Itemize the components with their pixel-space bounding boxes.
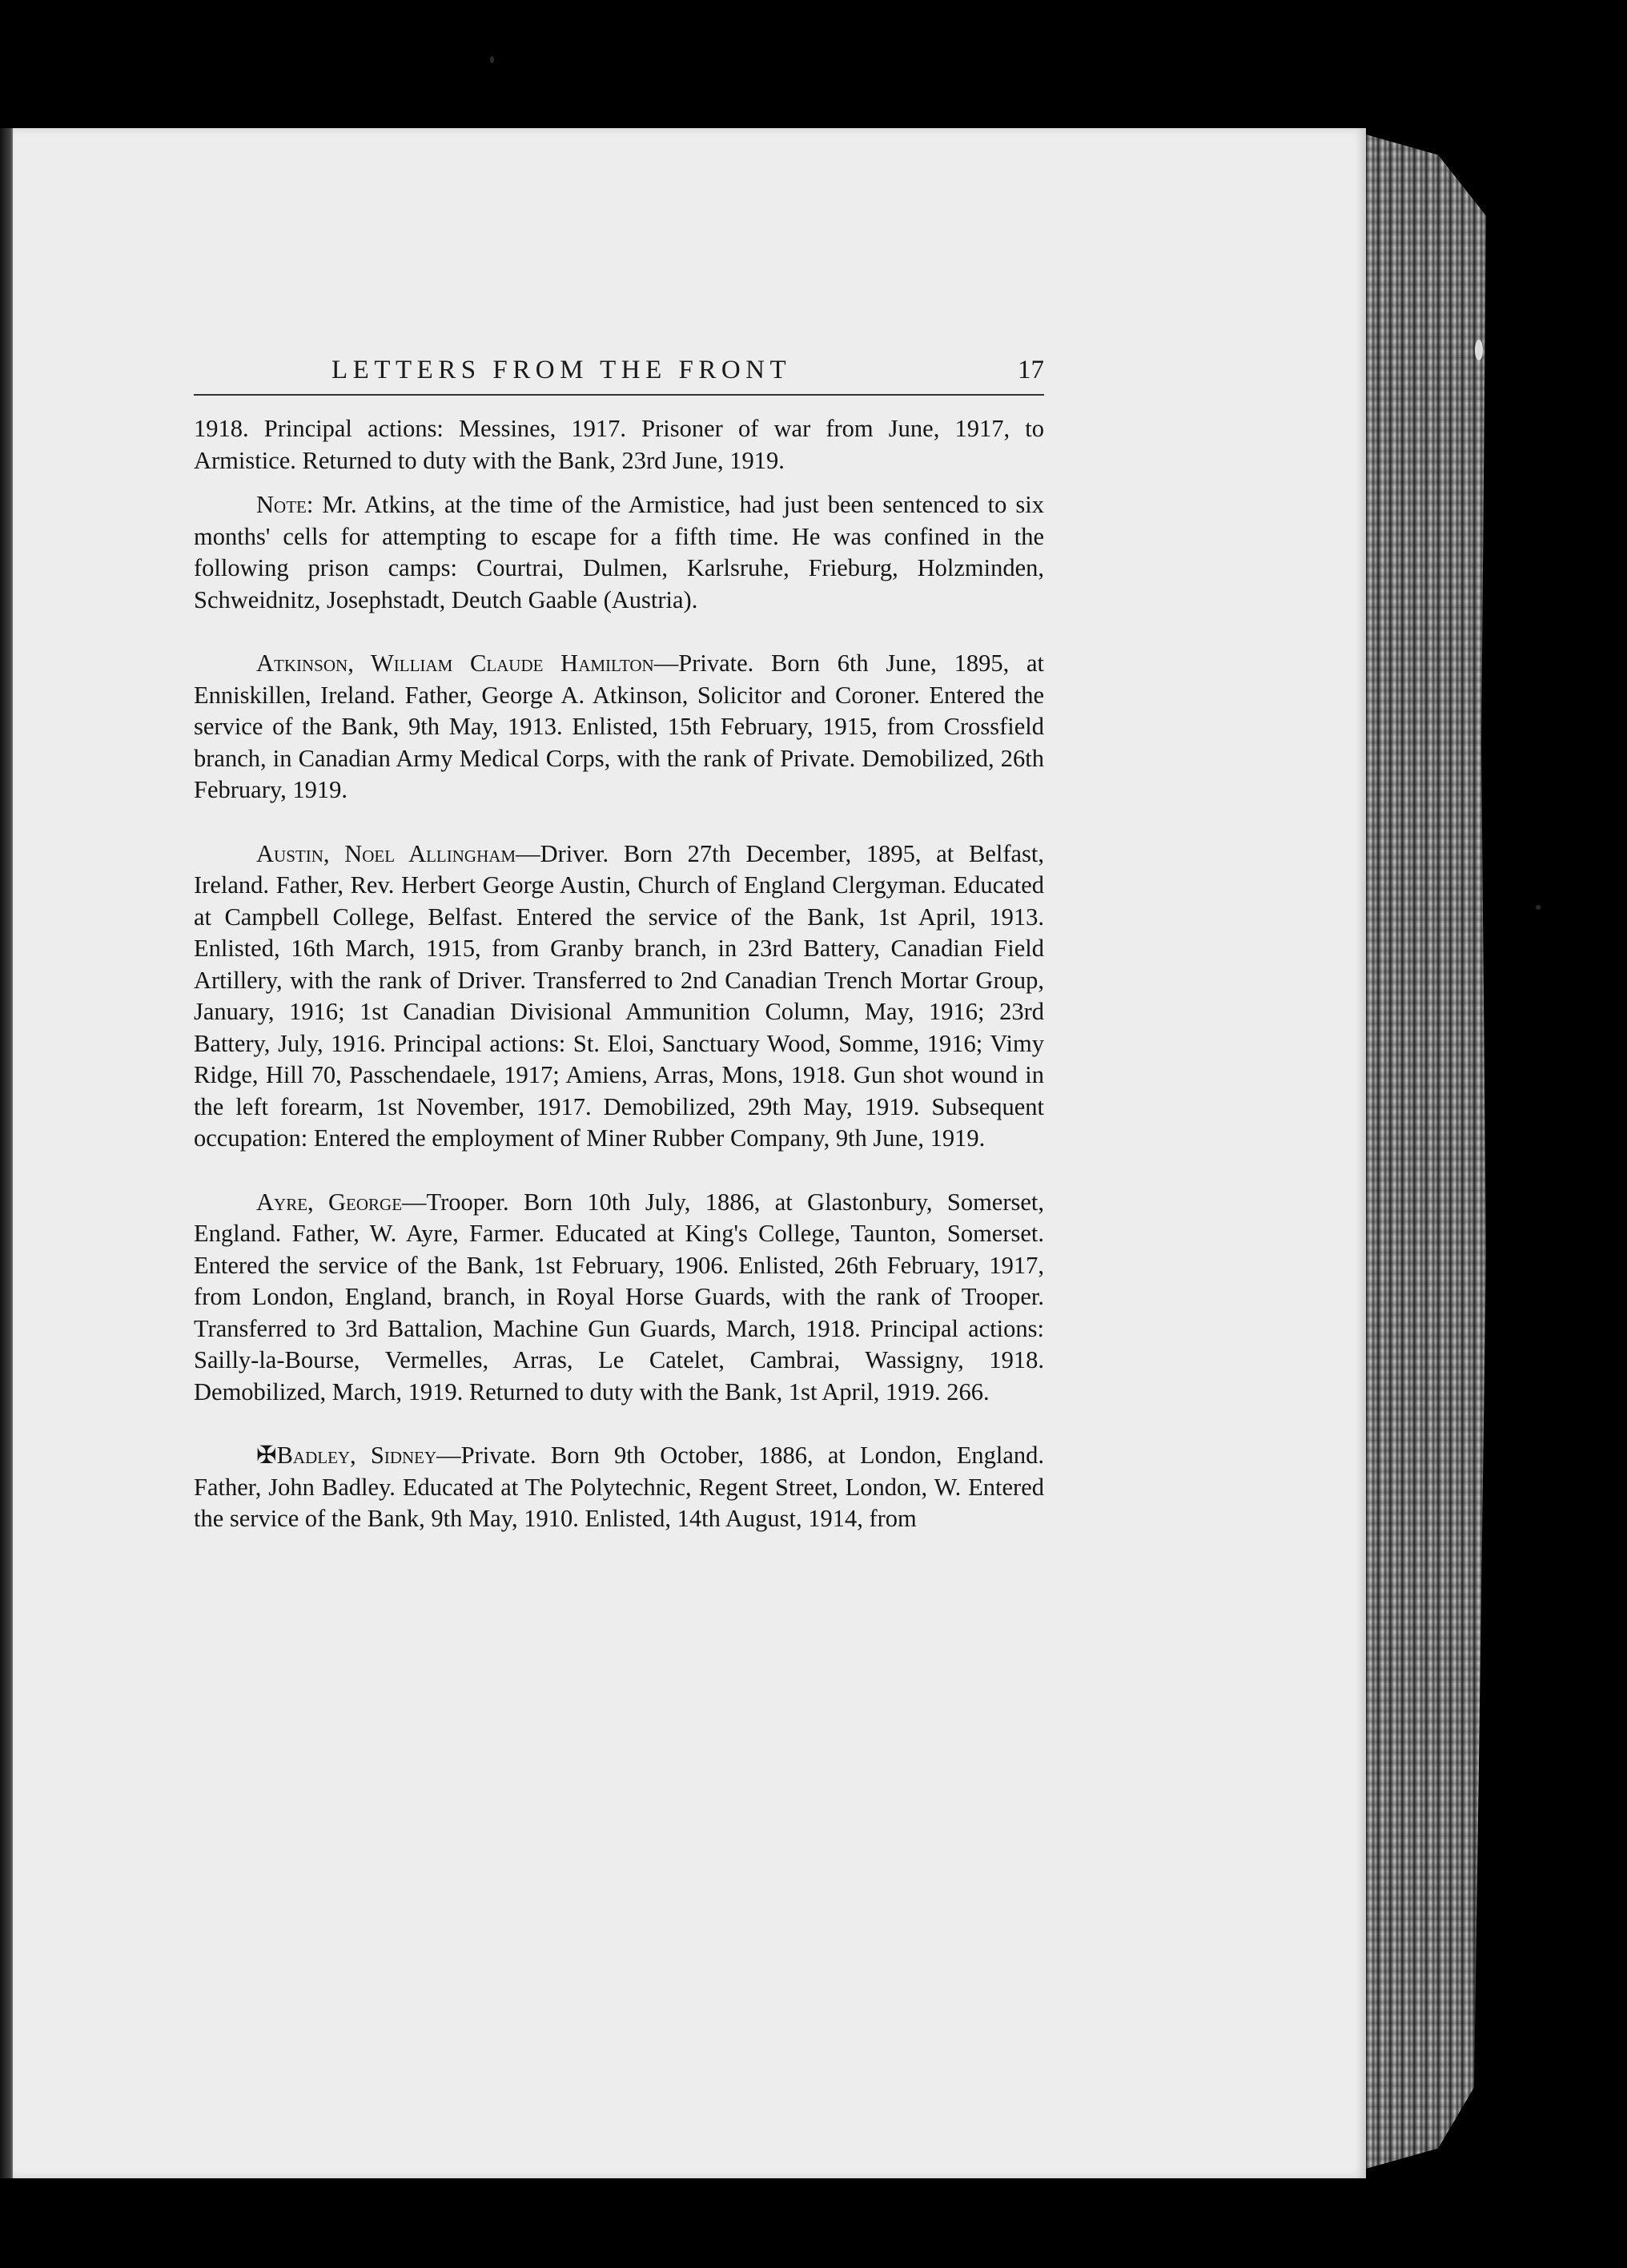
note-paragraph bbox=[194, 489, 1044, 616]
entry-prefix: ✠ bbox=[256, 1442, 277, 1469]
entry-paragraph bbox=[194, 648, 1044, 806]
book-page-edges-texture bbox=[1366, 135, 1486, 2169]
entry-text: —Private. Born 6th June, 1895, at Enniskillen, Ireland. Father, George A. Atkinson, Solicitor and Coroner. Entered the service of the Bank, 9th May, 1913. Enlisted, 15th February, 1915, from Crossfield branch, in Canadian Army Medical Corps, with the rank of Private. Demobilized, 26th February, 1919. bbox=[194, 649, 1044, 803]
page-body bbox=[194, 413, 1044, 1567]
continuation-paragraph: 1918. Principal actions: Messines, 1917. Prisoner of war from June, 1917, to Armistice. Returned to duty with the Bank, 23rd June, 1919. bbox=[194, 415, 1044, 474]
note-label: Note bbox=[256, 491, 307, 518]
entry-name: Atkinson, William Claude Hamilton bbox=[256, 649, 654, 677]
scan-speck bbox=[490, 56, 494, 63]
page-number: 17 bbox=[1018, 356, 1044, 384]
header-rule bbox=[194, 394, 1044, 396]
entry-paragraph bbox=[194, 1440, 1044, 1535]
entry-name: Austin, Noel Allingham bbox=[256, 839, 516, 867]
entry-text: —Driver. Born 27th December, 1895, at Belfast, Ireland. Father, Rev. Herbert George Austin, Church of England Clergyman. Educated at Campbell College, Belfast. Entered the service of the Bank, 1st April, 1913. Enlisted, 16th March, 1915, from Granby branch, in 23rd Battery, Canadian Field Artillery, with the rank of Driver. Transferred to 2nd Canadian Trench Mortar Group, January, 1916; 1st Canadian Divisional Ammunition Column, May, 1916; 23rd Battery, July, 1916. Principal actions: St. Eloi, Sanctuary Wood, Somme, 1916; Vimy Ridge, Hill 70, Passchendaele, 1917; Amiens, Arras, Mons, 1918. Gun shot wound in the left forearm, 1st November, 1917. Demobilized, 29th May, 1919. Subsequent occupation: Entered the employment of Miner Rubber Company, 9th June, 1919. bbox=[194, 839, 1045, 1152]
running-title: LETTERS FROM THE FRONT bbox=[331, 356, 792, 384]
entry-name: Badley, Sidney bbox=[276, 1442, 437, 1469]
running-head bbox=[194, 356, 1044, 391]
entry-text: —Private. Born 9th October, 1886, at London, England. Father, John Badley. Educated at The Polytechnic, Regent Street, London, W. Entered the service of the Bank, 9th May, 1910. Enlisted, 14th August, 1914, from bbox=[194, 1442, 1044, 1532]
entry-paragraph bbox=[194, 1187, 1044, 1409]
note-text: : Mr. Atkins, at the time of the Armistice, had just been sentenced to six months' cells for attempting to escape for a fifth time. He was confined in the following prison camps: Courtrai, Dulmen, Karlsruhe, Frieburg, Holzminden, Schweidnitz, Josephstadt, Deutch Gaable (Austria). bbox=[194, 491, 1044, 613]
scan-speck bbox=[1536, 905, 1541, 910]
entry-name: Ayre, George bbox=[256, 1188, 403, 1216]
scan-speck bbox=[1475, 340, 1483, 360]
entry-paragraph bbox=[194, 838, 1044, 1155]
entry-text: —Trooper. Born 10th July, 1886, at Glastonbury, Somerset, England. Father, W. Ayre, Farmer. Educated at King's College, Taunton, Somerset. Entered the service of the Bank, 1st February, 1906. Enlisted, 26th February, 1917, from London, England, branch, in Royal Horse Guards, with the rank of Trooper. Transferred to 3rd Battalion, Machine Gun Guards, March, 1918. Principal actions: Sailly-la-Bourse, Vermelles, Arras, Le Catelet, Cambrai, Wassigny, 1918. Demobilized, March, 1919. Returned to duty with the Bank, 1st April, 1919. 266. bbox=[194, 1188, 1044, 1405]
